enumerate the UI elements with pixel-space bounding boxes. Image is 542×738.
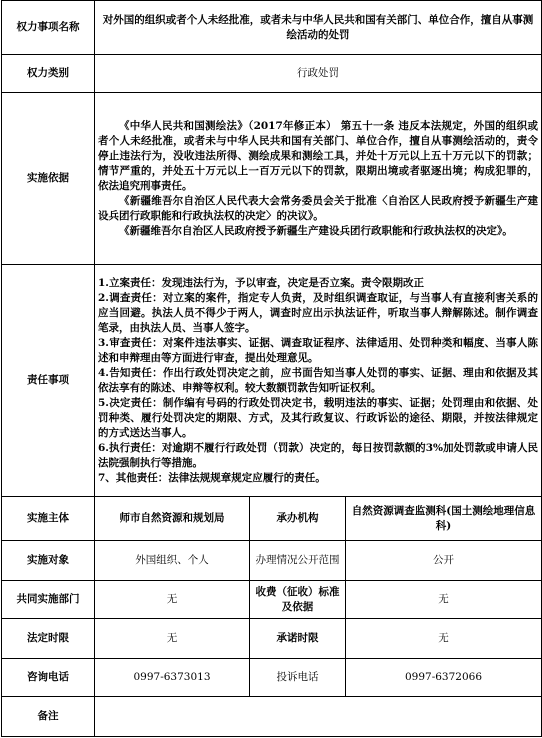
basis-label: 实施依据: [2, 93, 95, 265]
row-joint: [2, 581, 542, 619]
responsibility-item: 7、其他责任：法律法规规章规定应履行的责任。: [98, 471, 326, 484]
row-category: [2, 55, 542, 93]
row-basis: [2, 93, 542, 265]
row-subject: [2, 497, 542, 541]
disclosure-label: 办理情况公开范围: [250, 541, 346, 581]
responsibility-item: 2.调查责任：对立案的案件，指定专人负责，及时组织调查取证，与当事人有直接利害关系的应当回避。执法人员不得少于两人，调查时应出示执法证件，听取当事人辩解陈述。制作调查笔录，由执法人员、当事人签字。: [98, 291, 539, 334]
basis-paragraph: 《新疆维吾尔自治区人民代表大会常务委员会关于批准〈自治区人民政府授予新疆生产建设兵团行政职能和行政执法权的决定〉的决议》。: [98, 194, 539, 222]
subject-value: 师市自然资源和规划局: [95, 497, 250, 541]
joint-dept-value: 无: [95, 581, 250, 619]
basis-content: [95, 93, 542, 265]
basis-paragraph: 《中华人民共和国测绘法》（2017年修正本） 第五十一条 违反本法规定，外国的组织或者个人未经批准，或者未与中华人民共和国有关部门、单位合作，擅自从事测绘活动的，责令停止违法行为，没收违法所得、测绘成果和测绘工具，并处十万元以上五十万元以下的罚款；情节严重的，并处五十万元以上一百万元以下的罚款，限期出境或者驱逐出境；构成犯罪的，依法追究刑事责任。: [98, 119, 539, 192]
complaint-phone-value: 0997-6372066: [346, 659, 542, 697]
responsibility-label: 责任事项: [2, 265, 95, 497]
row-deadline: [2, 619, 542, 659]
category-label: 权力类别: [2, 55, 95, 93]
power-item-table: [1, 0, 542, 737]
promise-deadline-value: 无: [346, 619, 542, 659]
consult-phone-value: 0997-6373013: [95, 659, 250, 697]
fee-label: 收费（征收）标准及依据: [250, 581, 346, 619]
target-value: 外国组织、个人: [95, 541, 250, 581]
responsibility-item: 6.执行责任：对逾期不履行行政处罚（罚款）决定的，每日按罚款额的3%加处罚款或申请人民法院强制执行等措施。: [98, 441, 539, 469]
promise-deadline-label: 承诺时限: [250, 619, 346, 659]
item-name-label: 权力事项名称: [2, 1, 95, 55]
legal-deadline-value: 无: [95, 619, 250, 659]
row-phone: [2, 659, 542, 697]
item-name-value: 对外国的组织或者个人未经批准，或者未与中华人民共和国有关部门、单位合作，擅自从事测绘活动的处罚: [95, 1, 542, 55]
row-target: [2, 541, 542, 581]
fee-value: 无: [346, 581, 542, 619]
complaint-phone-label: 投诉电话: [250, 659, 346, 697]
remarks-value: [95, 697, 542, 737]
basis-paragraph: 《新疆维吾尔自治区人民政府授予新疆生产建设兵团行政职能和行政执法权的决定》。: [119, 224, 513, 237]
row-responsibility: [2, 265, 542, 497]
responsibility-item: 4.告知责任：作出行政处罚决定之前，应书面告知当事人处罚的事实、证据、理由和依据及其依法享有的陈述、申辩等权利。较大数额罚款告知听证权利。: [98, 366, 539, 394]
remarks-label: 备注: [2, 697, 95, 737]
legal-deadline-label: 法定时限: [2, 619, 95, 659]
target-label: 实施对象: [2, 541, 95, 581]
category-value: 行政处罚: [95, 55, 542, 93]
row-remarks: [2, 697, 542, 737]
responsibility-item: 1.立案责任：发现违法行为，予以审查，决定是否立案。责令限期改正: [98, 276, 424, 289]
disclosure-value: 公开: [346, 541, 542, 581]
responsibility-content: [95, 265, 542, 497]
joint-dept-label: 共同实施部门: [2, 581, 95, 619]
row-item-name: [2, 1, 542, 55]
subject-label: 实施主体: [2, 497, 95, 541]
organizer-label: 承办机构: [250, 497, 346, 541]
responsibility-item: 3.审查责任：对案件违法事实、证据、调查取证程序、法律适用、处罚种类和幅度、当事人陈述和申辩理由等方面进行审查，提出处理意见。: [98, 336, 539, 364]
responsibility-item: 5.决定责任：制作编有号码的行政处罚决定书，载明违法的事实、证据；处罚理由和依据、处罚种类、履行处罚决定的期限、方式，及其行政复议、行政诉讼的途径、期限，并按法律规定的方式送达当事人。: [98, 396, 539, 439]
organizer-value: 自然资源调查监测科(国土测绘地理信息科): [346, 497, 542, 541]
consult-phone-label: 咨询电话: [2, 659, 95, 697]
